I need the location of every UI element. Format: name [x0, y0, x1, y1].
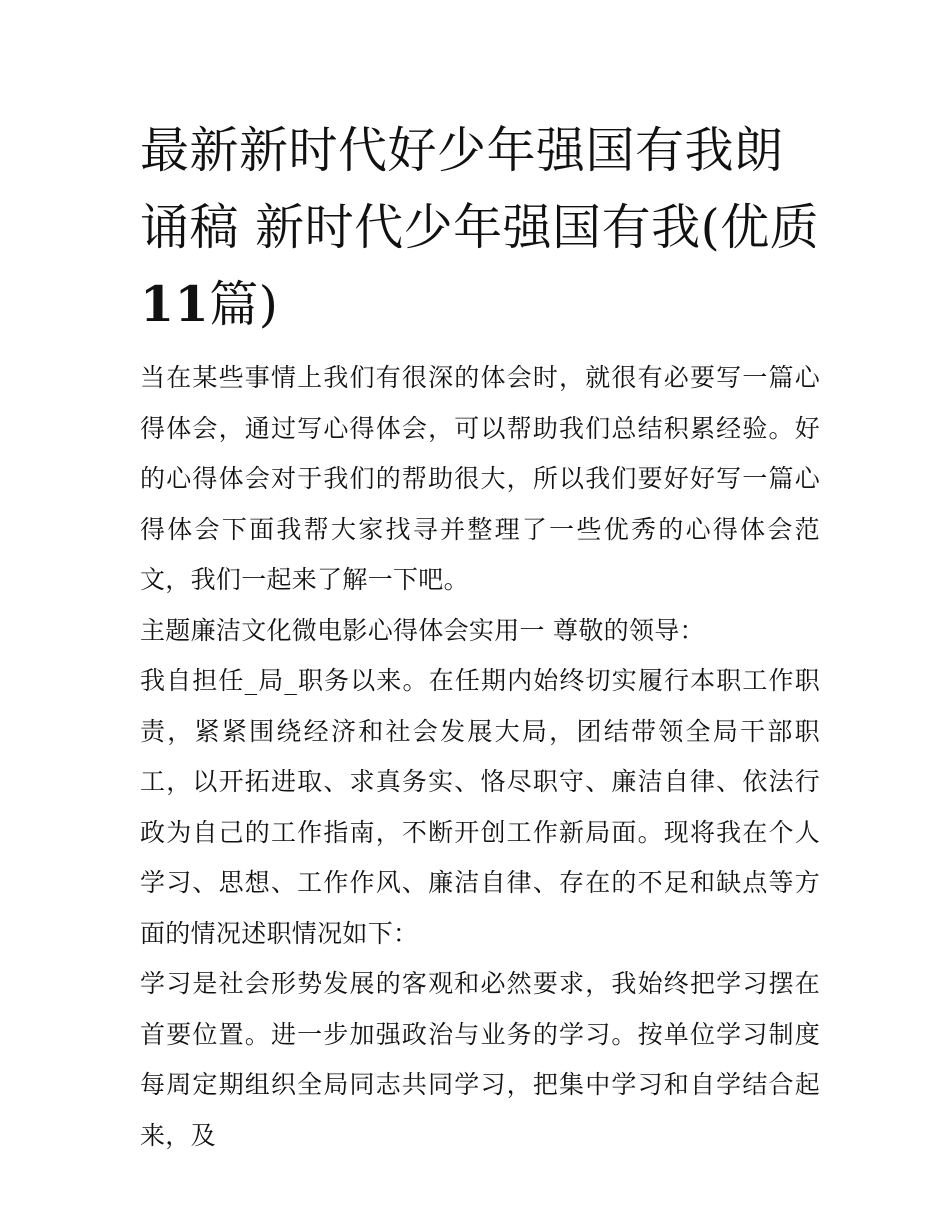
document-title	[140, 112, 820, 343]
paragraph-report: 我自担任_局_职务以来。在任期内始终切实履行本职工作职责，紧紧围绕经济和社会发展大局，团结带领全局干部职工，以开拓进取、求真务实、恪尽职守、廉洁自律、依法行政为自己的工作指南，不断开创工作新局面。现将我在个人学习、思想、工作作风、廉洁自律、存在的不足和缺点等方面的情况述职情况如下：	[140, 666, 820, 948]
paragraph-intro: 当在某些事情上我们有很深的体会时，就很有必要写一篇心得体会，通过写心得体会，可以帮助我们总结积累经验。好的心得体会对于我们的帮助很大，所以我们要好好写一篇心得体会下面我帮大家找寻并整理了一些优秀的心得体会范文，我们一起来了解一下吧。	[140, 363, 820, 594]
paragraph-study: 学习是社会形势发展的客观和必然要求，我始终把学习摆在首要位置。进一步加强政治与业务的学习。按单位学习制度每周定期组织全局同志共同学习，把集中学习和自学结合起来，及	[140, 969, 820, 1150]
document-body	[140, 353, 820, 1161]
document-page	[140, 112, 820, 1161]
paragraph-heading: 主题廉洁文化微电影心得体会实用一 尊敬的领导：	[140, 615, 705, 645]
title-text: 最新新时代好少年强国有我朗诵稿 新时代少年强国有我(优质	[140, 122, 820, 256]
title-number: 11	[140, 275, 210, 333]
title-suffix: 篇)	[209, 276, 279, 333]
